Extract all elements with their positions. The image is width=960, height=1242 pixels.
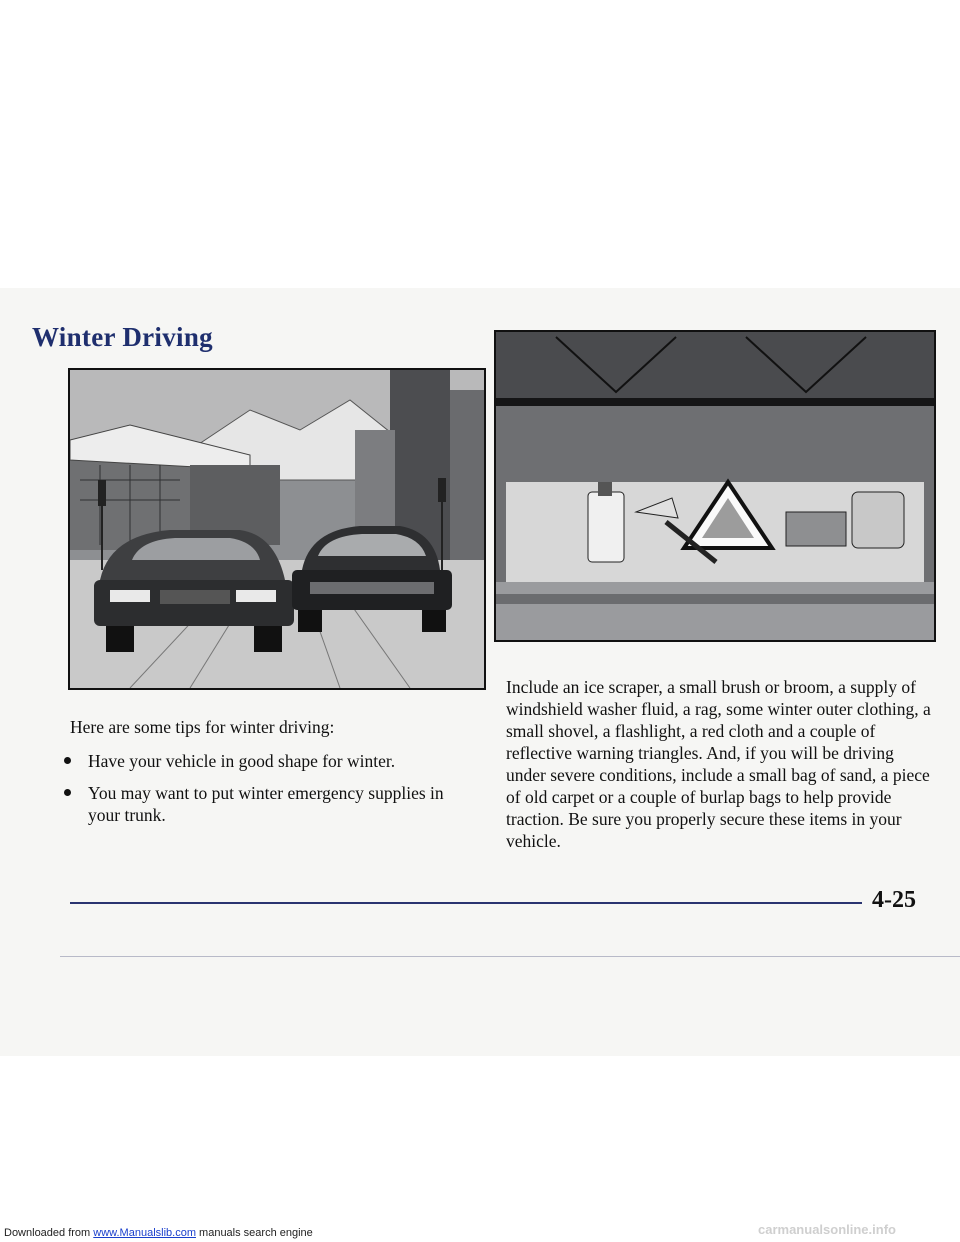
watermark: carmanualsonline.info [758,1222,896,1237]
supplies-paragraph: Include an ice scraper, a small brush or broom, a supply of windshield washer fluid, a rag, some winter outer clothing, a small shovel, a flashlight, a red cloth and a couple of reflective warning triangles. And, if you will be driving under severe conditions, include a small bag of sand, a piece of old carpet or a couple of burlap bags to help provide traction. Be sure you properly secure these items in your vehicle. [506,677,931,851]
list-item-text: You may want to put winter emergency supplies in your trunk. [88,783,444,825]
tips-list [70,750,470,826]
manualslib-link[interactable]: www.Manualslib.com [93,1227,196,1239]
footer-prefix: Downloaded from [4,1227,94,1239]
bullet-icon [64,789,71,796]
footer-rule [70,902,862,904]
car-trunk-supplies-illustration [494,330,936,642]
page-title: Winter Driving [32,322,213,352]
page-number: 4-25 [872,887,916,913]
winter-street-illustration [68,368,486,690]
left-column [70,716,470,836]
list-item-text: Have your vehicle in good shape for winter. [88,751,396,771]
list-item [70,782,470,826]
list-item [70,750,470,772]
download-footer [4,1227,313,1239]
footer-suffix: manuals search engine [195,1227,313,1239]
intro-text: Here are some tips for winter driving: [70,717,335,737]
bullet-icon [64,757,71,764]
divider [60,956,960,957]
